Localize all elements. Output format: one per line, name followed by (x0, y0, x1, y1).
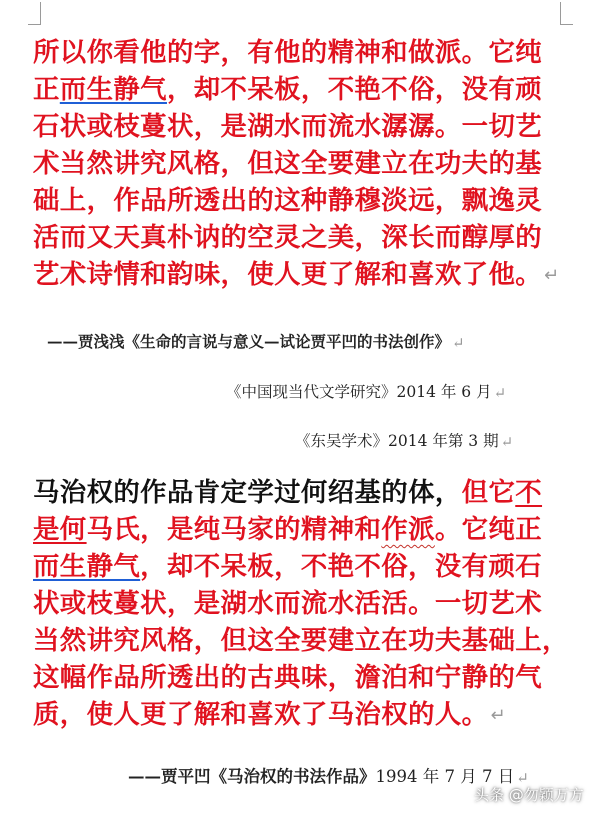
citation-journal-1 (226, 380, 506, 402)
underlined-phrase: 而生静气 (59, 74, 167, 105)
line-text: 活而又天真朴讷的空灵之美，深长而醇厚的 (33, 222, 543, 253)
line-text: 所以你看他的字，有他的精神和做派。它纯 (33, 37, 543, 68)
line-text: 石状或枝蔓状，是湖水而流水潺潺。一切艺 (33, 111, 543, 142)
citation-journal-2 (295, 429, 513, 451)
page-corner-mark-top-left (28, 2, 41, 25)
spellcheck-underlined-phrase: 作派 (381, 514, 435, 545)
paragraph-line (33, 145, 579, 182)
paragraph-line (33, 34, 579, 71)
paragraph-mark-icon: ↵ (490, 705, 506, 726)
line-text: 正 (33, 74, 60, 105)
line-text: 马治权的作品肯定学过何绍基的体， (33, 477, 462, 508)
paragraph-line (33, 659, 573, 696)
paragraph-mark-icon: ↵ (452, 334, 465, 352)
line-text: 艺术诗情和韵味，使人更了解和喜欢了他。 (33, 259, 543, 290)
quote-paragraph-2 (33, 474, 573, 733)
line-text: 当然讲究风格，但这全要建立在功夫基础上， (33, 625, 569, 656)
line-text: ，却不呆板，不艳不俗，没有顽石 (140, 551, 543, 582)
paragraph-mark-icon: ↵ (516, 768, 529, 787)
paragraph-line (33, 548, 573, 585)
source-watermark: 头条 @勿颖万方 (474, 786, 584, 804)
paragraph-line (33, 219, 579, 256)
quote-paragraph-1 (33, 34, 579, 293)
paragraph-line (33, 511, 573, 548)
citation-date: 1994 年 7 月 7 日 (375, 767, 515, 786)
citation-text: 《东吴学术》2014 年第 3 期 (295, 432, 499, 450)
line-text: 质，使人更了解和喜欢了马治权的人。 (33, 699, 489, 730)
citation-author-title-2 (128, 763, 529, 787)
line-text: 状或枝蔓状，是湖水而流水活活。一切艺术 (33, 588, 543, 619)
page-corner-mark-top-right (560, 2, 573, 25)
citation-text: ——贾浅浅《生命的言说与意义—试论贾平凹的书法创作》 (47, 332, 451, 351)
line-text: 但它 (461, 477, 516, 508)
line-text: 础上，作品所透出的这种静穆淡远，飘逸灵 (33, 185, 543, 216)
line-text: 这幅作品所透出的古典味，澹泊和宁静的气 (33, 662, 543, 693)
underlined-phrase: 不 (515, 477, 543, 508)
line-text: 马氏，是纯马家的精神和 (86, 514, 382, 545)
citation-text: ——贾平凹《马治权的书法作品》 (128, 767, 376, 786)
paragraph-mark-icon: ↵ (493, 384, 507, 402)
paragraph-line (33, 474, 573, 511)
citation-text: 《中国现当代文学研究》2014 年 6 月 (226, 383, 492, 401)
paragraph-line (33, 71, 579, 108)
paragraph-line (33, 696, 573, 733)
paragraph-line (33, 256, 579, 293)
underlined-phrase: 而生静气 (33, 551, 141, 582)
line-text: ，却不呆板，不艳不俗，没有顽 (166, 74, 543, 105)
paragraph-mark-icon: ↵ (500, 433, 514, 451)
line-text: 。它纯正 (434, 514, 543, 545)
paragraph-line (33, 585, 573, 622)
paragraph-line (33, 622, 573, 659)
paragraph-mark-icon: ↵ (544, 265, 560, 286)
underlined-phrase: 是何 (33, 514, 87, 545)
paragraph-line (33, 182, 579, 219)
citation-author-title-1 (47, 330, 465, 352)
line-text: 术当然讲究风格，但这全要建立在功夫的基 (33, 148, 543, 179)
paragraph-line (33, 108, 579, 145)
